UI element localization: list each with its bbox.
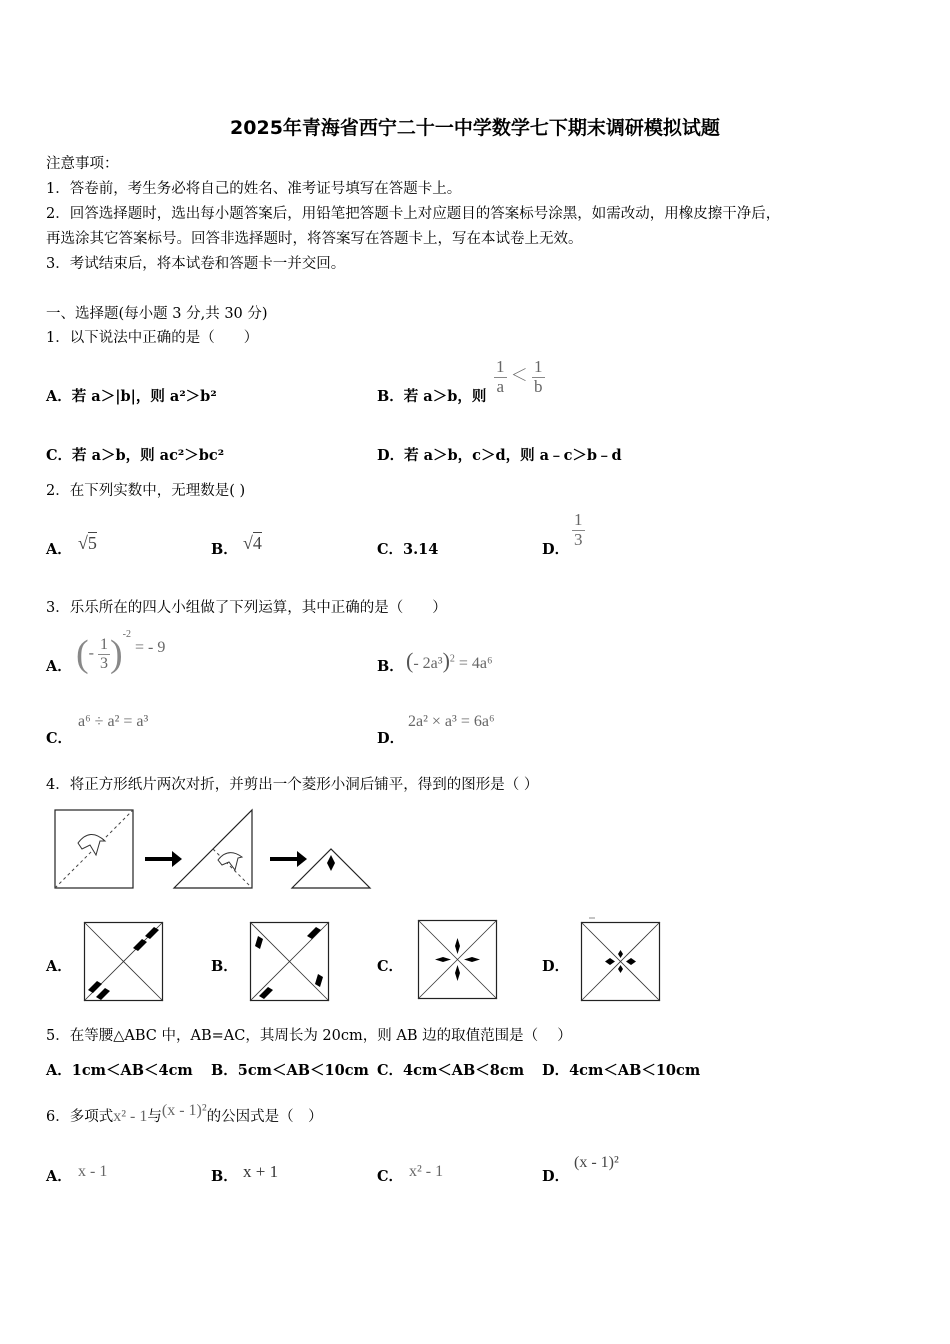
q2-b-radicand: 4 <box>252 533 262 553</box>
q6-stem-expr1: x² - 1 <box>113 1108 148 1125</box>
q2-option-b[interactable]: B． <box>211 541 238 558</box>
q2-option-a[interactable]: A． <box>46 541 72 558</box>
q6-b-math: x + 1 <box>243 1162 279 1181</box>
q2-d-math <box>572 511 585 549</box>
q3-option-b[interactable]: B． <box>377 658 404 675</box>
q3-a-den: 3 <box>99 654 108 672</box>
q3-a-num: 1 <box>99 635 108 653</box>
q1-option-b-math <box>494 358 545 396</box>
q3-c-math: a⁶ ÷ a² = a³ <box>78 713 149 730</box>
q5-option-a[interactable]: A．1cm＜AB＜4cm <box>46 1062 193 1079</box>
q4-stem: 4．将正方形纸片两次对折，并剪出一个菱形小洞后铺平，得到的图形是（ ） <box>46 777 539 793</box>
q5-option-b[interactable]: B．5cm＜AB＜10cm <box>211 1062 369 1079</box>
q2-a-math: √5 <box>78 533 97 553</box>
q6-option-d[interactable]: D． <box>542 1168 570 1185</box>
q3-a-math: (- $\frac{1}{3}$ )$^{-2}$ = - 9 <box>76 629 166 675</box>
q1-option-b-text: B．若 a＞b，则 <box>377 388 487 405</box>
q3-d-math: 2a² × a³ = 6a⁶ <box>408 713 495 730</box>
q6-stem-mid: 与 <box>147 1109 162 1125</box>
q6-d-math: (x - 1)² <box>574 1154 619 1171</box>
notice-item-1: 1．答卷前，考生务必将自己的姓名、准考证号填写在答题卡上。 <box>46 181 462 197</box>
q3-b-exponent: 2 <box>449 653 455 665</box>
q3-a-rhs: = - 9 <box>134 638 166 656</box>
q2-d-den: 3 <box>574 529 583 549</box>
q4-option-a-figure <box>84 922 164 1002</box>
notice-item-3: 3．考试结束后，将本试卷和答题卡一并交回。 <box>46 256 346 272</box>
q3-b-inner: - 2a³ <box>413 655 443 672</box>
q3-a-exponent: -2 <box>122 629 131 641</box>
q5-option-d[interactable]: D．4cm＜AB＜10cm <box>542 1062 701 1079</box>
q1-option-a[interactable]: A．若 a＞|b|，则 a²＞b² <box>46 388 217 405</box>
q1-stem: 1．以下说法中正确的是（ ） <box>46 330 259 346</box>
q3-option-c[interactable]: C． <box>46 730 73 747</box>
q5-stem: 5．在等腰△ABC 中，AB=AC，其周长为 20cm，则 AB 边的取值范围是（ ） <box>46 1028 572 1044</box>
q2-d-num: 1 <box>574 510 583 529</box>
q1-option-d[interactable]: D．若 a＞b，c＞d，则 a﹣c＞b﹣d <box>377 447 622 464</box>
q3-b-rhs: = 4a⁶ <box>458 655 493 672</box>
q4-option-c[interactable]: C． <box>377 958 404 975</box>
q5-option-c[interactable]: C．4cm＜AB＜8cm <box>377 1062 525 1079</box>
q4-arrow-icon-1 <box>145 851 182 867</box>
q4-option-b-figure <box>250 922 330 1002</box>
q2-a-radicand: 5 <box>87 533 97 553</box>
q1-b-frac2-den: b <box>534 376 543 396</box>
q3-a-minus: - <box>88 644 94 662</box>
q6-option-a[interactable]: A． <box>46 1168 72 1185</box>
q4-fold-arrow-icon-2 <box>218 853 242 870</box>
q1-b-frac2-num: 1 <box>534 357 543 376</box>
q4-option-c-figure <box>418 920 498 1000</box>
q6-option-b[interactable]: B． <box>211 1168 238 1185</box>
q1-b-frac1-den: a <box>496 376 505 396</box>
q1-b-frac1-num: 1 <box>496 357 505 376</box>
q1-b-less-than: ＜ <box>510 366 528 386</box>
q1-option-b[interactable] <box>377 385 486 406</box>
q6-stem <box>46 1102 323 1126</box>
q4-folding-diagram <box>50 805 380 895</box>
q2-stem: 2．在下列实数中，无理数是( ) <box>46 483 246 499</box>
q4-diamond-hole <box>327 855 335 871</box>
q3-option-d[interactable]: D． <box>377 730 405 747</box>
q4-arrow-icon-2 <box>270 851 307 867</box>
q6-stem-post: 的公因式是（ ） <box>206 1109 323 1125</box>
q6-a-math: x - 1 <box>78 1163 108 1180</box>
q3-stem: 3．乐乐所在的四人小组做了下列运算，其中正确的是（ ） <box>46 600 447 616</box>
q1-option-c[interactable]: C．若 a＞b，则 ac²＞bc² <box>46 447 225 464</box>
q4-fold-arrow-icon-1 <box>78 834 105 855</box>
section-heading: 一、选择题(每小题 3 分,共 30 分) <box>46 306 268 322</box>
q3-option-a[interactable]: A． <box>46 658 72 675</box>
notice-item-2-cont: 再选涂其它答案标号。回答非选择题时，将答案写在答题卡上，写在本试卷上无效。 <box>46 231 583 247</box>
q2-option-c[interactable]: C．3.14 <box>377 541 439 558</box>
q6-stem-expr2: (x - 1)² <box>161 1102 207 1119</box>
q4-option-a[interactable]: A． <box>46 958 72 975</box>
q4-option-b[interactable]: B． <box>211 958 238 975</box>
q2-option-d[interactable]: D． <box>542 541 570 558</box>
notice-item-2: 2．回答选择题时，选出每小题答案后，用铅笔把答题卡上对应题目的答案标号涂黑，如需改动，用橡皮擦干净后， <box>46 206 781 222</box>
q4-option-d[interactable]: D． <box>542 958 570 975</box>
q6-option-c[interactable]: C． <box>377 1168 404 1185</box>
q2-b-math: √4 <box>243 533 262 553</box>
notice-heading: 注意事项： <box>46 156 119 172</box>
q6-stem-pre: 6．多项式 <box>46 1109 114 1125</box>
q6-c-math: x² - 1 <box>409 1163 444 1180</box>
q3-b-math: (- 2a³)$^2$ = 4a⁶ <box>406 648 493 673</box>
page-title: 2025年青海省西宁二十一中学数学七下期末调研模拟试题 <box>230 117 720 139</box>
q4-option-d-figure <box>581 916 663 1002</box>
